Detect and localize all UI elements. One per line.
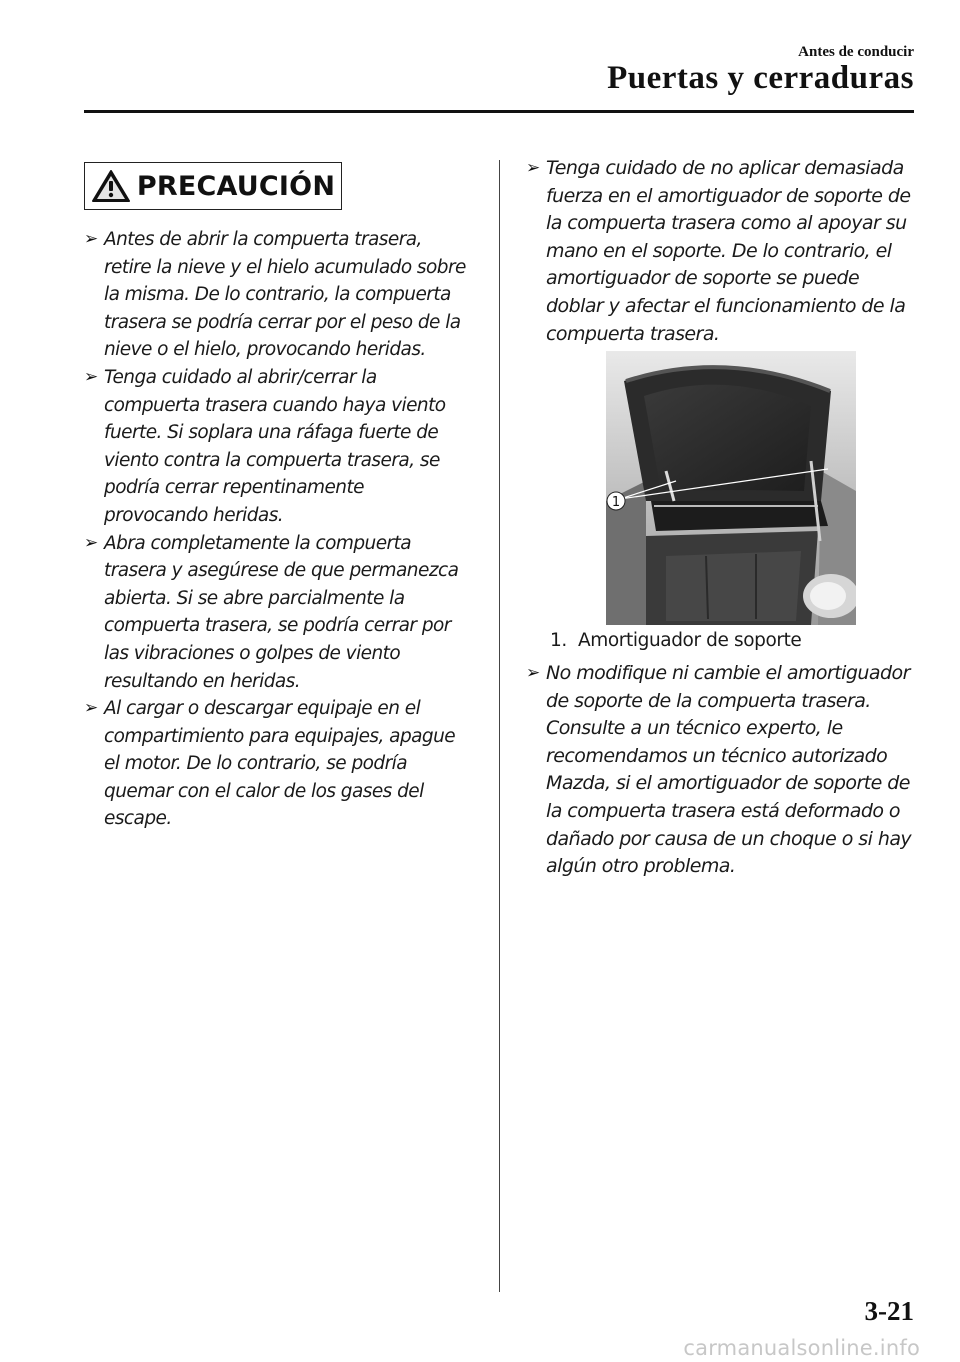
bullet-arrow-icon: ➢	[526, 158, 540, 178]
header-divider	[84, 110, 914, 113]
caution-list-continued	[526, 155, 916, 348]
list-item: ➢ Antes de abrir la compuerta trasera, retire la nieve y el hielo acumulado sobre la misma. De lo contrario, la compuerta trasera se podría cerrar por el peso de la nieve o el hielo, provocando heridas.	[84, 226, 470, 364]
page-number: 3-21	[864, 1296, 914, 1326]
bullet-arrow-icon: ➢	[526, 663, 540, 683]
watermark: carmanualsonline.info	[683, 1336, 920, 1360]
bullet-arrow-icon: ➢	[84, 532, 98, 553]
list-item: ➢ Abra completamente la compuerta trasera y asegúrese de que permanezca abierta. Si se abre parcialmente la compuerta trasera, se podría cerrar por las vibraciones o golpes de viento resultando en heridas.	[84, 530, 470, 696]
caution-title: PRECAUCIÓN	[136, 170, 336, 202]
bullet-arrow-icon: ➢	[84, 366, 98, 387]
page-title: Puertas y cerraduras	[607, 60, 914, 96]
caution-list	[84, 226, 470, 833]
callout-number: 1	[611, 495, 621, 510]
bullet-arrow-icon: ➢	[84, 698, 98, 719]
liftgate-photo	[606, 351, 856, 625]
caption-text: Amortiguador de soporte	[578, 630, 802, 651]
list-item: ➢ Tenga cuidado de no aplicar demasiada fuerza en el amortiguador de soporte de la compuerta trasera como al apoyar su mano en el soporte. De lo contrario, el amortiguador de soporte se puede doblar y afectar el funcionamiento de la compuerta trasera.	[526, 157, 911, 345]
list-item: ➢ Al cargar o descargar equipaje en el compartimiento para equipajes, apague el motor. De lo contrario, se podría quemar con el calor de los gases del escape.	[84, 695, 470, 833]
bullet-arrow-icon: ➢	[84, 229, 98, 249]
caption-number: 1.	[550, 630, 567, 651]
caution-list-final	[526, 660, 916, 881]
caution-banner	[84, 162, 342, 210]
liftgate-illustration	[606, 351, 856, 625]
warning-triangle-icon	[91, 169, 131, 203]
column-divider	[499, 160, 500, 1292]
section-label: Antes de conducir	[798, 44, 914, 60]
list-item: ➢ No modifique ni cambie el amortiguador de soporte de la compuerta trasera. Consulte a un técnico experto, le recomendamos un técnico autorizado Mazda, si el amortiguador de soporte de la compuerta trasera está deformado o dañado por causa de un choque o si hay algún otro problema.	[526, 662, 912, 878]
figure-caption	[550, 630, 801, 651]
list-item: ➢ Tenga cuidado al abrir/cerrar la compuerta trasera cuando haya viento fuerte. Si soplara una ráfaga fuerte de viento contra la compuerta trasera, se podría cerrar repentinamente provocando heridas.	[84, 364, 470, 530]
